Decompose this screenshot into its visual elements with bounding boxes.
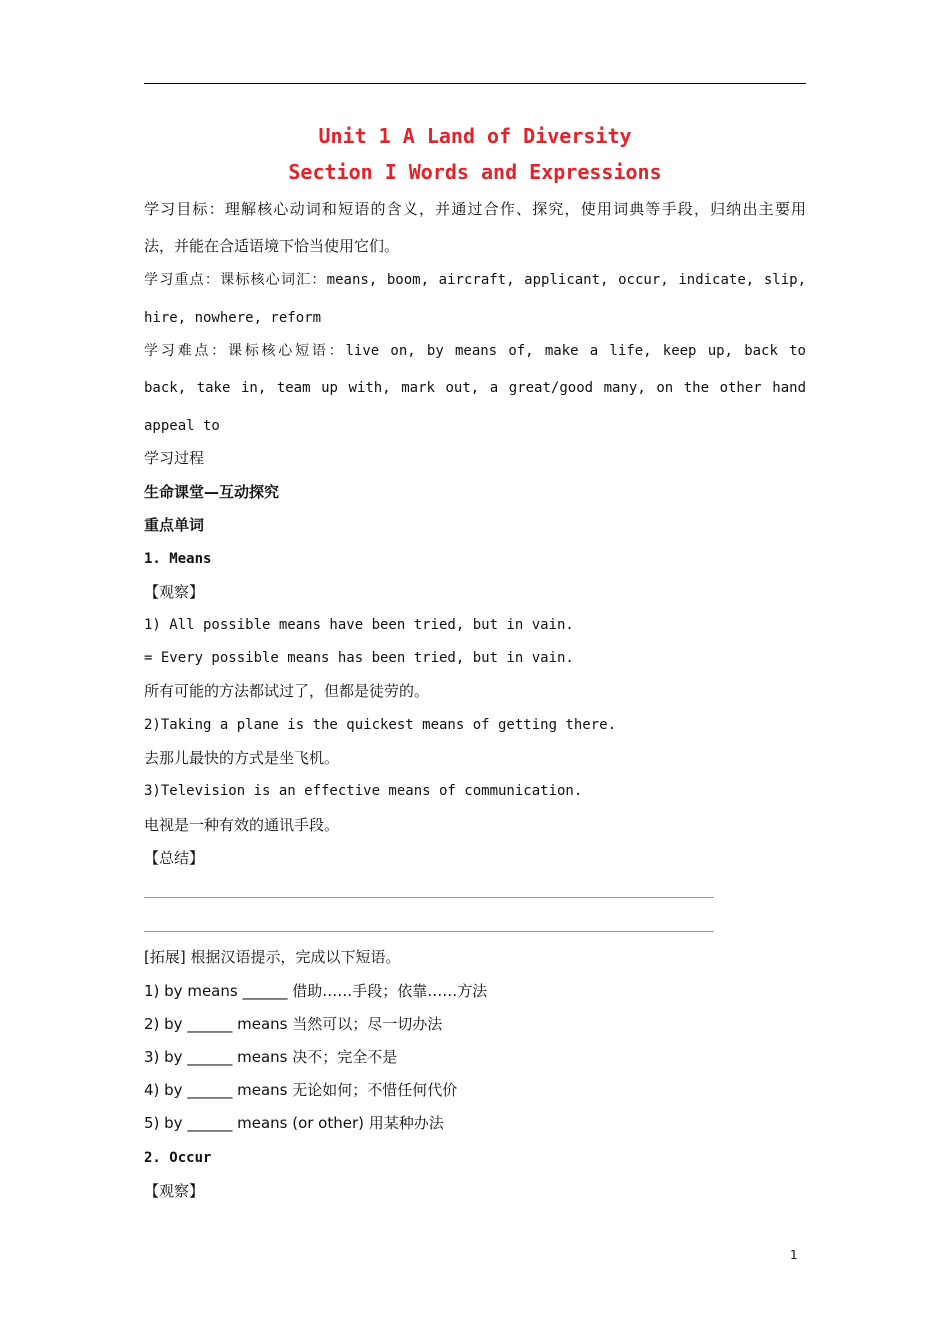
example-sentence: 3)Television is an effective means of communication. xyxy=(144,783,583,799)
difficulty-line-1: 学习难点：课标核心短语：live on, by means of, make a life, keep up, back to xyxy=(144,343,806,359)
exercise-item: 2) by ______ means 当然可以；尽一切办法 xyxy=(144,1015,443,1033)
word1-observe-label: 【观察】 xyxy=(144,583,205,601)
example-translation: 去那儿最快的方式是坐飞机。 xyxy=(144,749,340,767)
exercise-item: 4) by ______ means 无论如何；不惜任何代价 xyxy=(144,1081,458,1099)
example-translation: 电视是一种有效的通讯手段。 xyxy=(144,816,340,834)
header-rule xyxy=(144,83,806,84)
example-translation: 所有可能的方法都试过了，但都是徒劳的。 xyxy=(144,682,430,700)
focus-line-1: 学习重点：课标核心词汇：means, boom, aircraft, applicant, occur, indicate, slip, xyxy=(144,272,806,288)
exercise-item: 1) by means ______ 借助……手段；依靠……方法 xyxy=(144,982,488,1000)
summary-blank-line xyxy=(144,897,714,898)
goal-line-1: 学习目标：理解核心动词和短语的含义，并通过合作、探究，使用词典等手段，归纳出主要用 xyxy=(144,200,806,218)
expand-intro: [拓展] 根据汉语提示，完成以下短语。 xyxy=(144,948,401,966)
exercise-item: 3) by ______ means 决不；完全不是 xyxy=(144,1048,398,1066)
subsection-heading: 重点单词 xyxy=(144,516,205,534)
difficulty-line-3: appeal to xyxy=(144,418,220,434)
word2-heading: 2. Occur xyxy=(144,1150,212,1166)
difficulty-line-2: back, take in, team up with, mark out, a great/good many, on the other hand xyxy=(144,380,806,396)
doc-title: Unit 1 A Land of Diversity xyxy=(318,124,632,148)
example-sentence: 1) All possible means have been tried, but in vain. xyxy=(144,617,574,633)
word1-summary-label: 【总结】 xyxy=(144,849,205,867)
doc-subtitle: Section I Words and Expressions xyxy=(288,160,662,184)
exercise-item: 5) by ______ means (or other) 用某种办法 xyxy=(144,1114,444,1132)
process-heading: 学习过程 xyxy=(144,449,205,467)
example-sentence: = Every possible means has been tried, but in vain. xyxy=(144,650,574,666)
section-heading: 生命课堂—互动探究 xyxy=(144,483,280,501)
word2-observe-label: 【观察】 xyxy=(144,1182,205,1200)
goal-line-2: 法，并能在合适语境下恰当使用它们。 xyxy=(144,237,400,255)
word1-heading: 1. Means xyxy=(144,551,212,567)
page-number: 1 xyxy=(790,1248,798,1262)
example-sentence: 2)Taking a plane is the quickest means of getting there. xyxy=(144,717,617,733)
focus-line-2: hire, nowhere, reform xyxy=(144,310,322,326)
summary-blank-line xyxy=(144,931,714,932)
